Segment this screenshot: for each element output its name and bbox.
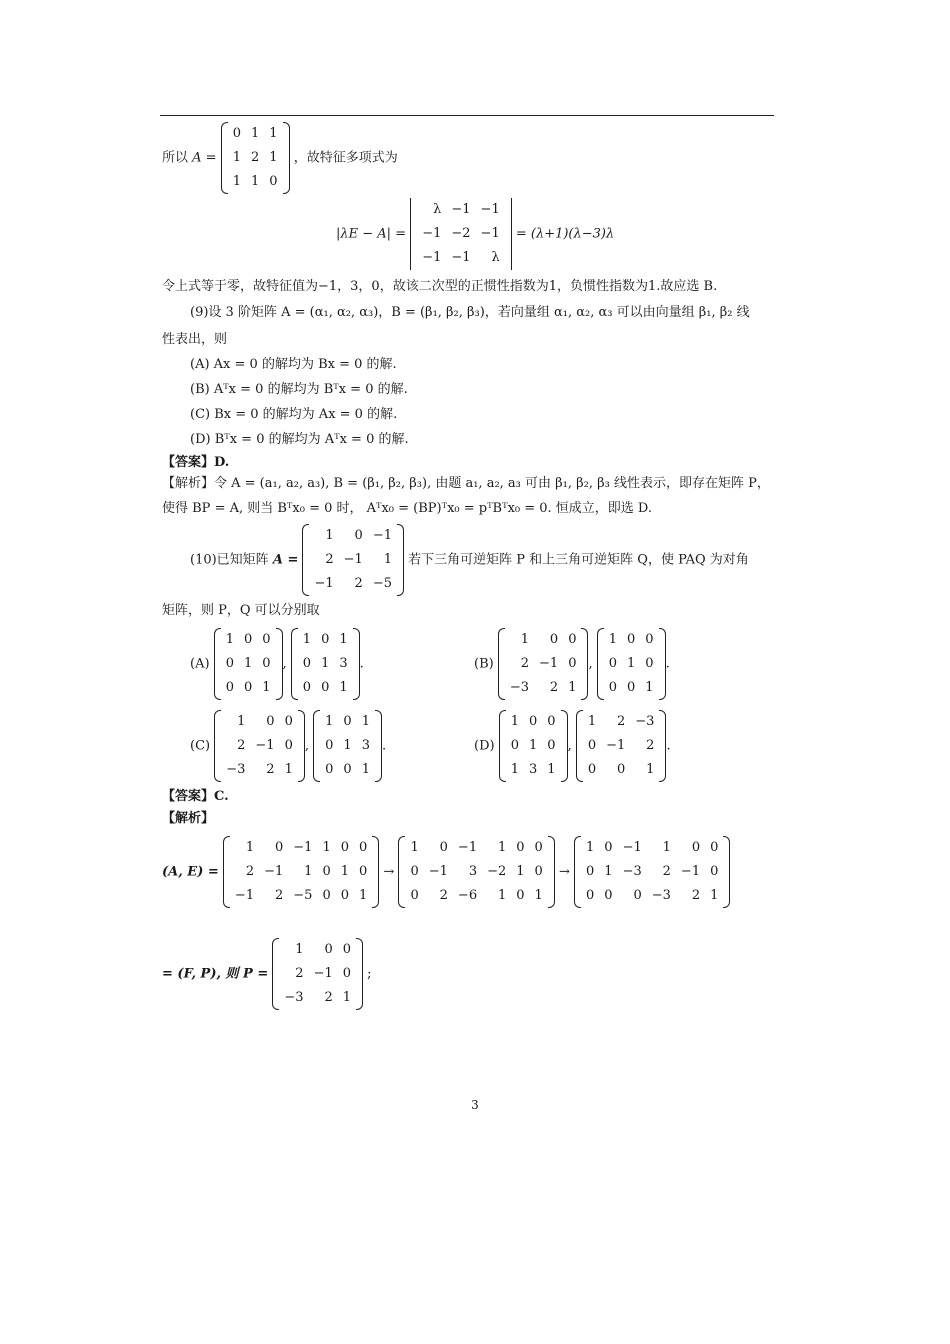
matrix-cell: −6 [457,888,478,903]
matrix-cell: 1 [321,656,330,671]
matrix-cell: 0 [225,680,234,695]
result-line: = (F, P), 则 P = 1 0 0 2 −1 0 −3 2 1 ; [162,938,372,1010]
matrix-cell: −1 [480,226,500,241]
matrix-cell: −1 [264,864,284,879]
matrix-cell: 0 [568,656,577,671]
matrix-cell: 1 [340,864,349,879]
matrix-cell: 1 [361,714,370,729]
matrix-cell: 2 [354,576,363,591]
option-d-p-matrix [499,710,568,782]
matrix-cell: 2 [266,762,275,777]
matrix-cell: 1 [342,990,352,1005]
matrix-cell: 1 [410,840,419,855]
matrix-cell: 0 [243,680,253,695]
matrix-cell: −3 [226,762,246,777]
matrix-cell: 0 [510,738,519,753]
q9-analysis-2: 使得 BP = A, 则当 Bᵀx₀ = 0 时， Aᵀx₀ = (BP)ᵀx₀ = pᵀBᵀx₀ = 0. 恒成立，即选 D. [162,501,653,516]
matrix-cell: −1 [451,202,471,217]
matrix-cell: −1 [372,528,392,543]
matrix-cell: 0 [529,714,538,729]
matrix-cell: 2 [520,656,530,671]
matrix-cell: 0 [549,632,559,647]
q10-answer: 【答案】C. [162,789,229,804]
matrix-cell: 1 [520,632,530,647]
matrix-cell: 1 [237,714,246,729]
option-b-p-matrix [498,628,589,700]
matrix-cell: −1 [622,840,642,855]
matrix-cell: 0 [568,632,577,647]
matrix-cell: 0 [324,942,333,957]
matrix-cell: −1 [255,738,275,753]
matrix-cell: 0 [410,888,419,903]
page-number: 3 [471,1098,479,1112]
matrix-cell: 0 [322,864,331,879]
matrix-cell: 1 [322,840,331,855]
matrix-cell: 1 [497,840,507,855]
matrix-cell: 1 [251,126,260,141]
matrix-cell: −1 [314,576,334,591]
matrix-cell: 0 [608,656,618,671]
augmented-matrix-3 [574,836,730,908]
q10-stem-2: 矩阵，则 P，Q 可以分别取 [162,603,320,618]
matrix-cell: 2 [325,552,334,567]
matrix-a-q10 [302,524,404,596]
option-b-q-matrix [597,628,666,700]
matrix-cell: 0 [586,864,595,879]
matrix-cell: 0 [627,632,636,647]
matrix-cell: 0 [547,738,556,753]
matrix-cell: 1 [710,888,719,903]
header-rule [160,115,774,116]
prev-matrix-line: 所以 A = 0 1 1 1 2 1 1 1 0 ，故特征多项式为 [162,122,398,194]
matrix-cell: 0 [547,714,556,729]
q9-option-d: (D) Bᵀx = 0 的解均为 Aᵀx = 0 的解. [190,432,409,447]
matrix-cell: −1 [457,840,478,855]
matrix-cell: −3 [622,864,642,879]
matrix-cell: −1 [234,888,255,903]
option-a-p-matrix [214,628,283,700]
result-p-matrix [272,938,363,1010]
matrix-cell: 1 [568,680,577,695]
matrix-cell: 2 [237,738,246,753]
matrix-cell: 1 [516,864,525,879]
matrix-cell: 0 [340,840,349,855]
q10-option-a: (A) 1 0 0 0 1 0 0 0 1 , 1 0 1 0 1 3 0 0 1 . [190,628,364,700]
matrix-cell: 0 [302,656,312,671]
matrix-cell: 0 [516,840,525,855]
matrix-cell: −5 [372,576,392,591]
matrix-cell: 0 [325,738,334,753]
matrix-cell: 0 [587,738,597,753]
matrix-cell: 0 [627,680,636,695]
q10-option-c: (C) 1 0 0 2 −1 0 −3 2 1 , 1 0 1 0 1 3 0 0 1 . [190,710,386,782]
matrix-cell: 0 [225,656,234,671]
q10-option-d: (D) 1 0 0 0 1 0 1 3 1 , 1 2 −3 0 −1 2 0 0 1 . [474,710,671,782]
matrix-cell: 0 [587,762,597,777]
matrix-cell: 1 [662,840,671,855]
matrix-cell: 2 [549,680,559,695]
determinant [410,198,512,270]
matrix-cell: 0 [243,632,253,647]
augmented-matrix-2 [398,836,554,908]
matrix-cell: 1 [510,714,519,729]
matrix-cell: 0 [534,840,543,855]
matrix-cell: −5 [293,888,313,903]
matrix-cell: 0 [608,680,618,695]
matrix-cell: 0 [534,864,543,879]
prev-conclusion: 令上式等于零，故特征值为−1，3，0，故该二次型的正惯性指数为1，负惯性指数为1.故应选 B. [162,279,718,294]
matrix-cell: 1 [383,552,392,567]
matrix-cell: 1 [269,126,278,141]
matrix-cell: 0 [633,888,642,903]
matrix-cell: 1 [251,174,260,189]
matrix-cell: 0 [604,888,613,903]
matrix-cell: 1 [604,864,613,879]
matrix-cell: 0 [262,632,271,647]
option-a-q-matrix [291,628,360,700]
matrix-cell: 3 [361,738,370,753]
matrix-cell: 1 [547,762,556,777]
matrix-cell: −2 [487,864,507,879]
augmented-row-reduction: (A, E) = 1 0 −1 1 0 0 2 −1 1 0 1 0 −1 2 −5 0 0 1 → 1 0 −1 1 0 0 0 −1 3 −2 1 0 0 2 −6 1 0 1 → 1 0 −1 1 0 0 0 1 −3 2 −1 0 0 0 0 −3 2 1 [162,836,730,908]
determinant-line: |λE − A| = λ −1 −1 −1 −2 −1 −1 −1 λ = (λ+1)(λ−3)λ [336,198,614,270]
matrix-cell: 1 [243,656,253,671]
matrix-cell: −1 [313,966,333,981]
matrix-cell: 1 [325,528,334,543]
matrix-cell: 0 [516,888,525,903]
matrix-cell: 0 [343,762,352,777]
q9-stem-1: (9)设 3 阶矩阵 A = (α₁, α₂, α₃)，B = (β₁, β₂, β₃)，若向量组 α₁, α₂, α₃ 可以由向量组 β₁, β₂ 线 [190,305,750,320]
matrix-cell: 0 [321,632,330,647]
matrix-cell: 0 [321,680,330,695]
matrix-cell: 0 [340,888,349,903]
matrix-cell: 1 [302,632,312,647]
matrix-cell: 1 [646,762,655,777]
matrix-cell: −1 [422,226,442,241]
matrix-cell: 1 [225,632,234,647]
matrix-cell: 0 [410,864,419,879]
matrix-cell: 1 [497,888,507,903]
matrix-cell: 2 [245,864,255,879]
matrix-cell: 2 [251,150,260,165]
matrix-cell: −1 [422,250,442,265]
matrix-cell: 0 [710,864,719,879]
matrix-cell: −3 [651,888,671,903]
matrix-cell: 3 [339,656,348,671]
matrix-cell: 0 [359,864,368,879]
matrix-cell: 1 [361,762,370,777]
matrix-cell: 0 [691,840,701,855]
matrix-cell: 1 [269,150,278,165]
matrix-cell: 2 [646,738,655,753]
q10-analysis-label: 【解析】 [162,811,215,826]
matrix-cell: λ [433,202,442,217]
matrix-cell: 0 [343,714,352,729]
matrix-cell: 1 [232,174,241,189]
matrix-cell: λ [491,250,500,265]
matrix-cell: −1 [343,552,363,567]
matrix-cell: −1 [606,738,626,753]
q9-option-c: (C) Bx = 0 的解均为 Ax = 0 的解. [190,407,398,422]
matrix-cell: 1 [339,632,348,647]
matrix-cell: 0 [232,126,241,141]
matrix-cell: 1 [587,714,597,729]
matrix-cell: 0 [586,888,595,903]
matrix-cell: −2 [451,226,471,241]
q9-answer: 【答案】D. [162,455,230,470]
matrix-cell: −1 [428,864,448,879]
matrix-cell: 0 [325,762,334,777]
q10-stem-line: (10)已知矩阵 A = 1 0 −1 2 −1 1 −1 2 −5 若下三角可逆矩阵 P 和上三角可逆矩阵 Q，使 PAQ 为对角 [190,524,749,596]
matrix-cell: 0 [322,888,331,903]
matrix-cell: 0 [617,762,626,777]
matrix-cell: 0 [439,840,448,855]
matrix-cell: 1 [529,738,538,753]
matrix-cell: 1 [232,150,241,165]
matrix-cell: 0 [266,714,275,729]
matrix-cell: 0 [359,840,368,855]
matrix-cell: 1 [343,738,352,753]
matrix-cell: 0 [284,714,293,729]
matrix-cell: 0 [269,174,278,189]
matrix-cell: 0 [342,966,352,981]
matrix-cell: 1 [534,888,543,903]
matrix-cell: −1 [680,864,701,879]
matrix-cell: 2 [691,888,701,903]
matrix-cell: 2 [295,966,304,981]
matrix-cell: −3 [635,714,655,729]
matrix-cell: 1 [586,840,595,855]
matrix-cell: 3 [468,864,478,879]
matrix-cell: −1 [480,202,500,217]
matrix-cell: 1 [245,840,255,855]
matrix-cell: 1 [304,864,313,879]
matrix-cell: 0 [354,528,363,543]
matrix-cell: 0 [645,632,654,647]
matrix-cell: 1 [284,762,293,777]
matrix-cell: 0 [302,680,312,695]
matrix-cell: 0 [710,840,719,855]
matrix-cell: 2 [324,990,333,1005]
matrix-cell: 0 [262,656,271,671]
matrix-cell: −3 [284,990,304,1005]
matrix-cell: 1 [339,680,348,695]
q9-option-a: (A) Ax = 0 的解均为 Bx = 0 的解. [190,357,397,372]
matrix-cell: 2 [274,888,284,903]
matrix-cell: −1 [293,840,313,855]
matrix-cell: 0 [645,656,654,671]
matrix-cell: 1 [627,656,636,671]
matrix-cell: 0 [342,942,352,957]
matrix-cell: 0 [604,840,613,855]
matrix-cell: 0 [274,840,284,855]
augmented-matrix-1 [223,836,379,908]
matrix-cell: 1 [645,680,654,695]
matrix-cell: 1 [510,762,519,777]
matrix-cell: 1 [325,714,334,729]
matrix-cell: −1 [539,656,559,671]
option-c-p-matrix [214,710,305,782]
option-d-q-matrix [576,710,667,782]
q9-stem-2: 性表出，则 [162,332,228,347]
matrix-cell: 1 [608,632,618,647]
q9-option-b: (B) Aᵀx = 0 的解均为 Bᵀx = 0 的解. [190,382,408,397]
matrix-cell: 2 [662,864,671,879]
option-c-q-matrix [313,710,382,782]
matrix-cell: 2 [617,714,626,729]
matrix-cell: 1 [295,942,304,957]
matrix-cell: 2 [439,888,448,903]
matrix-cell: 1 [359,888,368,903]
q9-analysis-1: 【解析】令 A = (a₁, a₂, a₃), B = (β₁, β₂, β₃), 由题 a₁, a₂, a₃ 可由 β₁, β₂, β₃ 线性表示，即存在矩阵 P， [162,476,770,491]
q10-option-b: (B) 1 0 0 2 −1 0 −3 2 1 , 1 0 0 0 1 0 0 0 1 . [474,628,670,700]
matrix-cell: −3 [509,680,530,695]
matrix-cell: 3 [529,762,538,777]
matrix-cell: 0 [284,738,293,753]
matrix-cell: 1 [262,680,271,695]
matrix-a [221,122,290,194]
matrix-cell: −1 [451,250,471,265]
